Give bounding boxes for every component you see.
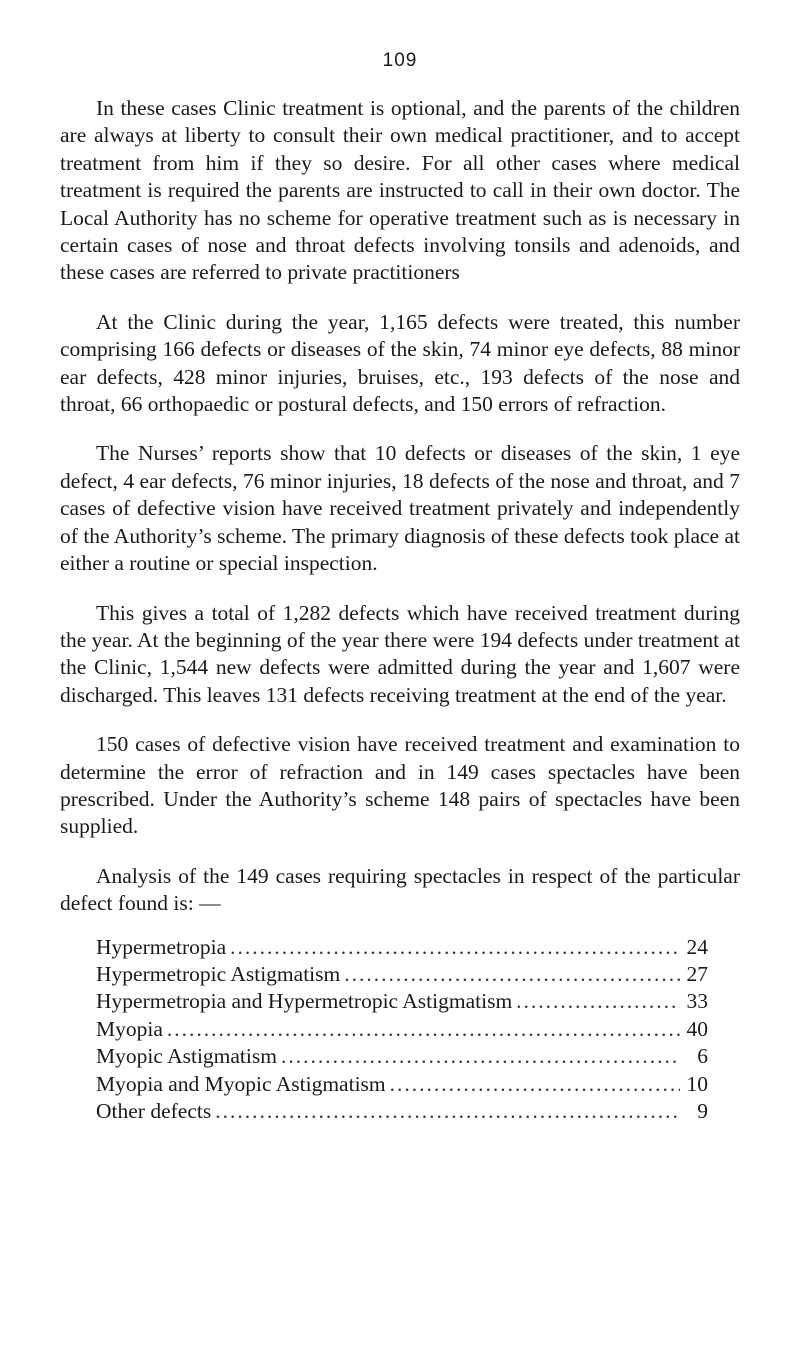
list-item	[96, 1043, 708, 1070]
paragraph-total-defects: This gives a total of 1,282 defects which have received treatment during the year. At the beginning of the year there were 194 defects under treatment at the Clinic, 1,544 new defects were admitted during the year and 1,607 were discharged. This leaves 131 defects receiving treatment at the end of the year.	[60, 600, 740, 707]
list-item-label: Hypermetropia and Hypermetropic Astigmatism	[96, 989, 513, 1014]
dot-leader	[390, 1071, 680, 1098]
list-item	[96, 988, 708, 1015]
list-item	[96, 1071, 708, 1098]
list-item-count: 24	[686, 934, 708, 959]
list-item-count: 6	[697, 1044, 708, 1069]
list-item-label: Other defects	[96, 1098, 212, 1123]
document-body	[60, 95, 740, 1125]
list-item	[96, 1098, 708, 1125]
dot-leader	[215, 1098, 680, 1125]
dot-leader	[344, 961, 680, 988]
paragraph-defects-treated: At the Clinic during the year, 1,165 defects were treated, this number comprising 166 defects or diseases of the skin, 74 minor eye defects, 88 minor ear defects, 428 minor injuries, bruises, etc., 193 defects of the nose and throat, 66 orthopaedic or postural defects, and 150 errors of refraction.	[60, 309, 740, 417]
list-item-label: Hypermetropic Astigmatism	[96, 961, 341, 986]
list-item	[96, 1016, 708, 1043]
dot-leader	[230, 934, 680, 961]
list-item-count: 10	[686, 1071, 708, 1096]
list-item	[96, 934, 708, 961]
list-item-count: 27	[686, 961, 708, 986]
defect-analysis-list	[96, 934, 708, 1126]
list-item-label: Myopia and Myopic Astigmatism	[96, 1071, 386, 1096]
list-item-count: 40	[686, 1016, 708, 1041]
paragraph-defective-vision: 150 cases of defective vision have received treatment and examination to determine the error of refraction and in 149 cases spectacles have been prescribed. Under the Authority’s scheme 148 pairs of spectacles have been supplied.	[60, 732, 740, 839]
list-item-label: Hypermetropia	[96, 934, 227, 959]
page-number: 109	[382, 50, 418, 71]
list-item-label: Myopic Astigmatism	[96, 1044, 277, 1069]
dot-leader	[167, 1016, 680, 1043]
list-item	[96, 961, 708, 988]
list-item-count: 9	[697, 1098, 708, 1123]
dot-leader	[516, 988, 680, 1015]
paragraph-clinic-treatment: In these cases Clinic treatment is optional, and the parents of the children are always at liberty to consult their own medical practitioner, and to accept treatment from him if they so desire. For all other cases where medical treatment is required the parents are instructed to call in their own doctor. The Local Authority has no scheme for operative treatment such as is necessary in certain cases of nose and throat defects involving tonsils and adenoids, and these cases are referred to private practitioners	[60, 96, 740, 285]
paragraph-analysis-intro: Analysis of the 149 cases requiring spectacles in respect of the particular defect found is: —	[60, 863, 740, 916]
list-item-count: 33	[686, 989, 708, 1014]
list-item-label: Myopia	[96, 1016, 163, 1041]
paragraph-nurses-reports: The Nurses’ reports show that 10 defects or diseases of the skin, 1 eye defect, 4 ear defects, 76 minor injuries, 18 defects of the nose and throat, and 7 cases of defective vision have received treatment privately and independently of the Authority’s scheme. The primary diagnosis of these defects took place at either a routine or special inspection.	[60, 441, 740, 576]
dot-leader	[281, 1043, 680, 1070]
